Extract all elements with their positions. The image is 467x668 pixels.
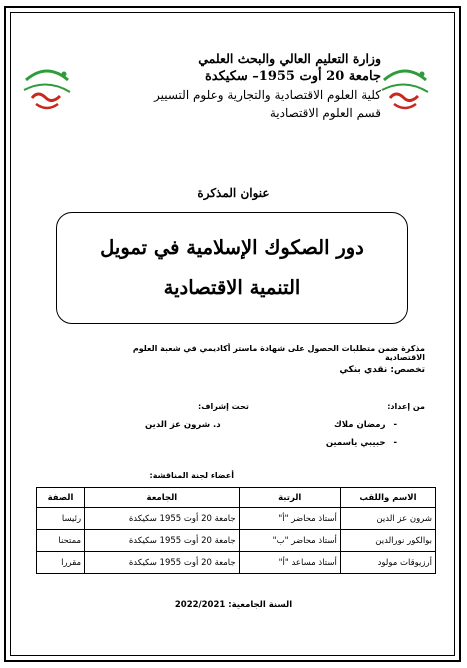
memo-title-label: عنوان المذكرة [197,186,270,200]
student-name: -حبيبي ياسمين [325,438,397,448]
table-cell: ممتحنا [37,530,85,552]
table-cell: أرزيوقات مولود [340,552,435,574]
supervisor-name: د. شرون عز الدين [145,420,221,430]
table-cell: أستاذ محاضر "ب" [239,530,340,552]
column-header: الرتبة [239,488,340,508]
prepared-by-label: من إعداد: [387,402,425,411]
column-header: الاسم واللقب [340,488,435,508]
university-logo-left [18,60,76,118]
table-cell: جامعة 20 أوت 1955 سكيكدة [85,530,240,552]
table-cell: أستاذ محاضر "أ" [239,508,340,530]
student-name: -رمضان ملاك [334,420,397,430]
table-header-row [37,488,436,508]
degree-purpose: مذكرة ضمن متطلبات الحصول على شهادة ماستر أكاديمي في شعبة العلوم الاقتصادية [132,344,425,362]
student-name-2: حبيبي ياسمين [325,438,386,448]
table-row [37,552,436,574]
jury-table [36,487,436,574]
institution-header [81,50,381,122]
column-header: الجامعة [85,488,240,508]
supervision-label: تحت إشراف: [198,402,249,411]
table-cell: أستاذ مساعد "أ" [239,552,340,574]
student-name-1: رمضان ملاك [334,420,386,430]
table-cell: جامعة 20 أوت 1955 سكيكدة [85,508,240,530]
table-cell: بوالكور نورالدين [340,530,435,552]
column-header: الصفة [37,488,85,508]
committee-label: أعضاء لجنة المناقشة: [149,471,234,480]
table-cell: رئيسا [37,508,85,530]
table-row [37,530,436,552]
specialty: تخصص: نقدي بنكي [339,365,425,375]
table-cell: شرون عز الدين [340,508,435,530]
university-name: جامعة 20 أوت 1955– سكيكدة [204,69,381,84]
table-row [37,508,436,530]
department-name: قسم العلوم الاقتصادية [269,106,381,120]
table-cell: مقررا [37,552,85,574]
ministry-name: وزارة التعليم العالي والبحث العلمي [198,51,381,66]
thesis-title: دور الصكوك الإسلامية في تمويل التنمية الاقتصادية [56,212,408,324]
academic-year: السنة الجامعية: 2022/2021 [174,600,293,610]
faculty-name: كلية العلوم الاقتصادية والتجارية وعلوم التسيير [153,88,381,102]
university-logo-right [376,60,434,118]
table-cell: جامعة 20 أوت 1955 سكيكدة [85,552,240,574]
